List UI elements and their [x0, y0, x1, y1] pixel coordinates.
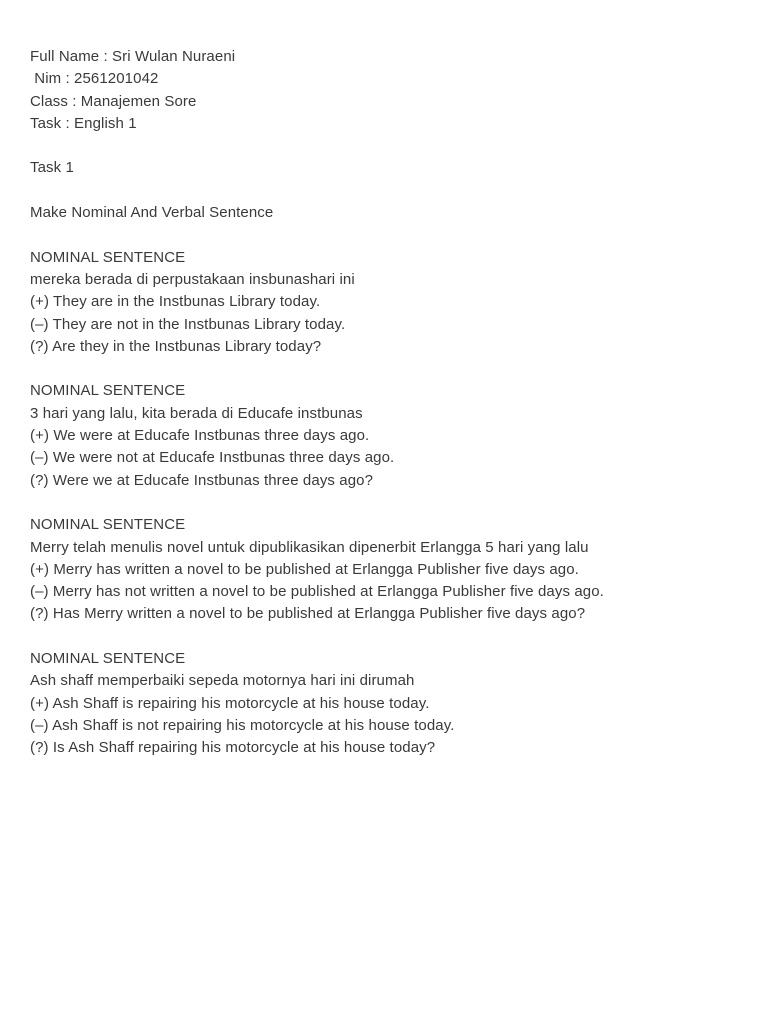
task-line: Task : English 1: [30, 114, 137, 132]
negative-sentence: (–) Ash Shaff is not repairing his motorcycle at his house today.: [30, 716, 455, 734]
question-sentence: (?) Is Ash Shaff repairing his motorcycle at his house today?: [30, 739, 436, 757]
section-1: [30, 247, 768, 358]
positive-sentence: (+) They are in the Instbunas Library today.: [30, 293, 321, 311]
question-sentence: (?) Were we at Educafe Instbunas three days ago?: [30, 471, 374, 489]
spacer: [30, 180, 768, 202]
spacer: [30, 492, 768, 514]
question-sentence: (?) Are they in the Instbunas Library today?: [30, 337, 322, 355]
section-4: [30, 648, 768, 759]
spacer: [30, 358, 768, 380]
question-sentence: (?) Has Merry written a novel to be published at Erlangga Publisher five days ago?: [30, 605, 586, 623]
class-line: Class : Manajemen Sore: [30, 92, 197, 110]
section-heading: NOMINAL SENTENCE: [30, 516, 186, 534]
spacer: [30, 135, 768, 157]
negative-sentence: (–) They are not in the Instbunas Library today.: [30, 315, 346, 333]
positive-sentence: (+) Merry has written a novel to be published at Erlangga Publisher five days ago.: [30, 560, 579, 578]
positive-sentence: (+) Ash Shaff is repairing his motorcycle at his house today.: [30, 694, 430, 712]
section-heading: NOMINAL SENTENCE: [30, 248, 186, 266]
source-sentence: Merry telah menulis novel untuk dipublikasikan dipenerbit Erlangga 5 hari yang lalu: [30, 538, 589, 556]
positive-sentence: (+) We were at Educafe Instbunas three days ago.: [30, 427, 370, 445]
negative-sentence: (–) Merry has not written a novel to be published at Erlangga Publisher five days ago.: [30, 583, 604, 601]
nim-line: Nim : 2561201042: [30, 70, 159, 88]
task-title: Task 1: [30, 159, 74, 177]
spacer: [30, 626, 768, 648]
section-heading: NOMINAL SENTENCE: [30, 382, 186, 400]
section-heading: NOMINAL SENTENCE: [30, 650, 186, 668]
section-2: [30, 380, 768, 491]
spacer: [30, 224, 768, 246]
negative-sentence: (–) We were not at Educafe Instbunas three days ago.: [30, 449, 395, 467]
source-sentence: mereka berada di perpustakaan insbunashari ini: [30, 270, 355, 288]
full-name-line: Full Name : Sri Wulan Nuraeni: [30, 48, 236, 65]
instruction: Make Nominal And Verbal Sentence: [30, 204, 274, 222]
section-3: [30, 514, 768, 625]
source-sentence: Ash shaff memperbaiki sepeda motornya hari ini dirumah: [30, 672, 415, 690]
source-sentence: 3 hari yang lalu, kita berada di Educafe instbunas: [30, 404, 363, 422]
